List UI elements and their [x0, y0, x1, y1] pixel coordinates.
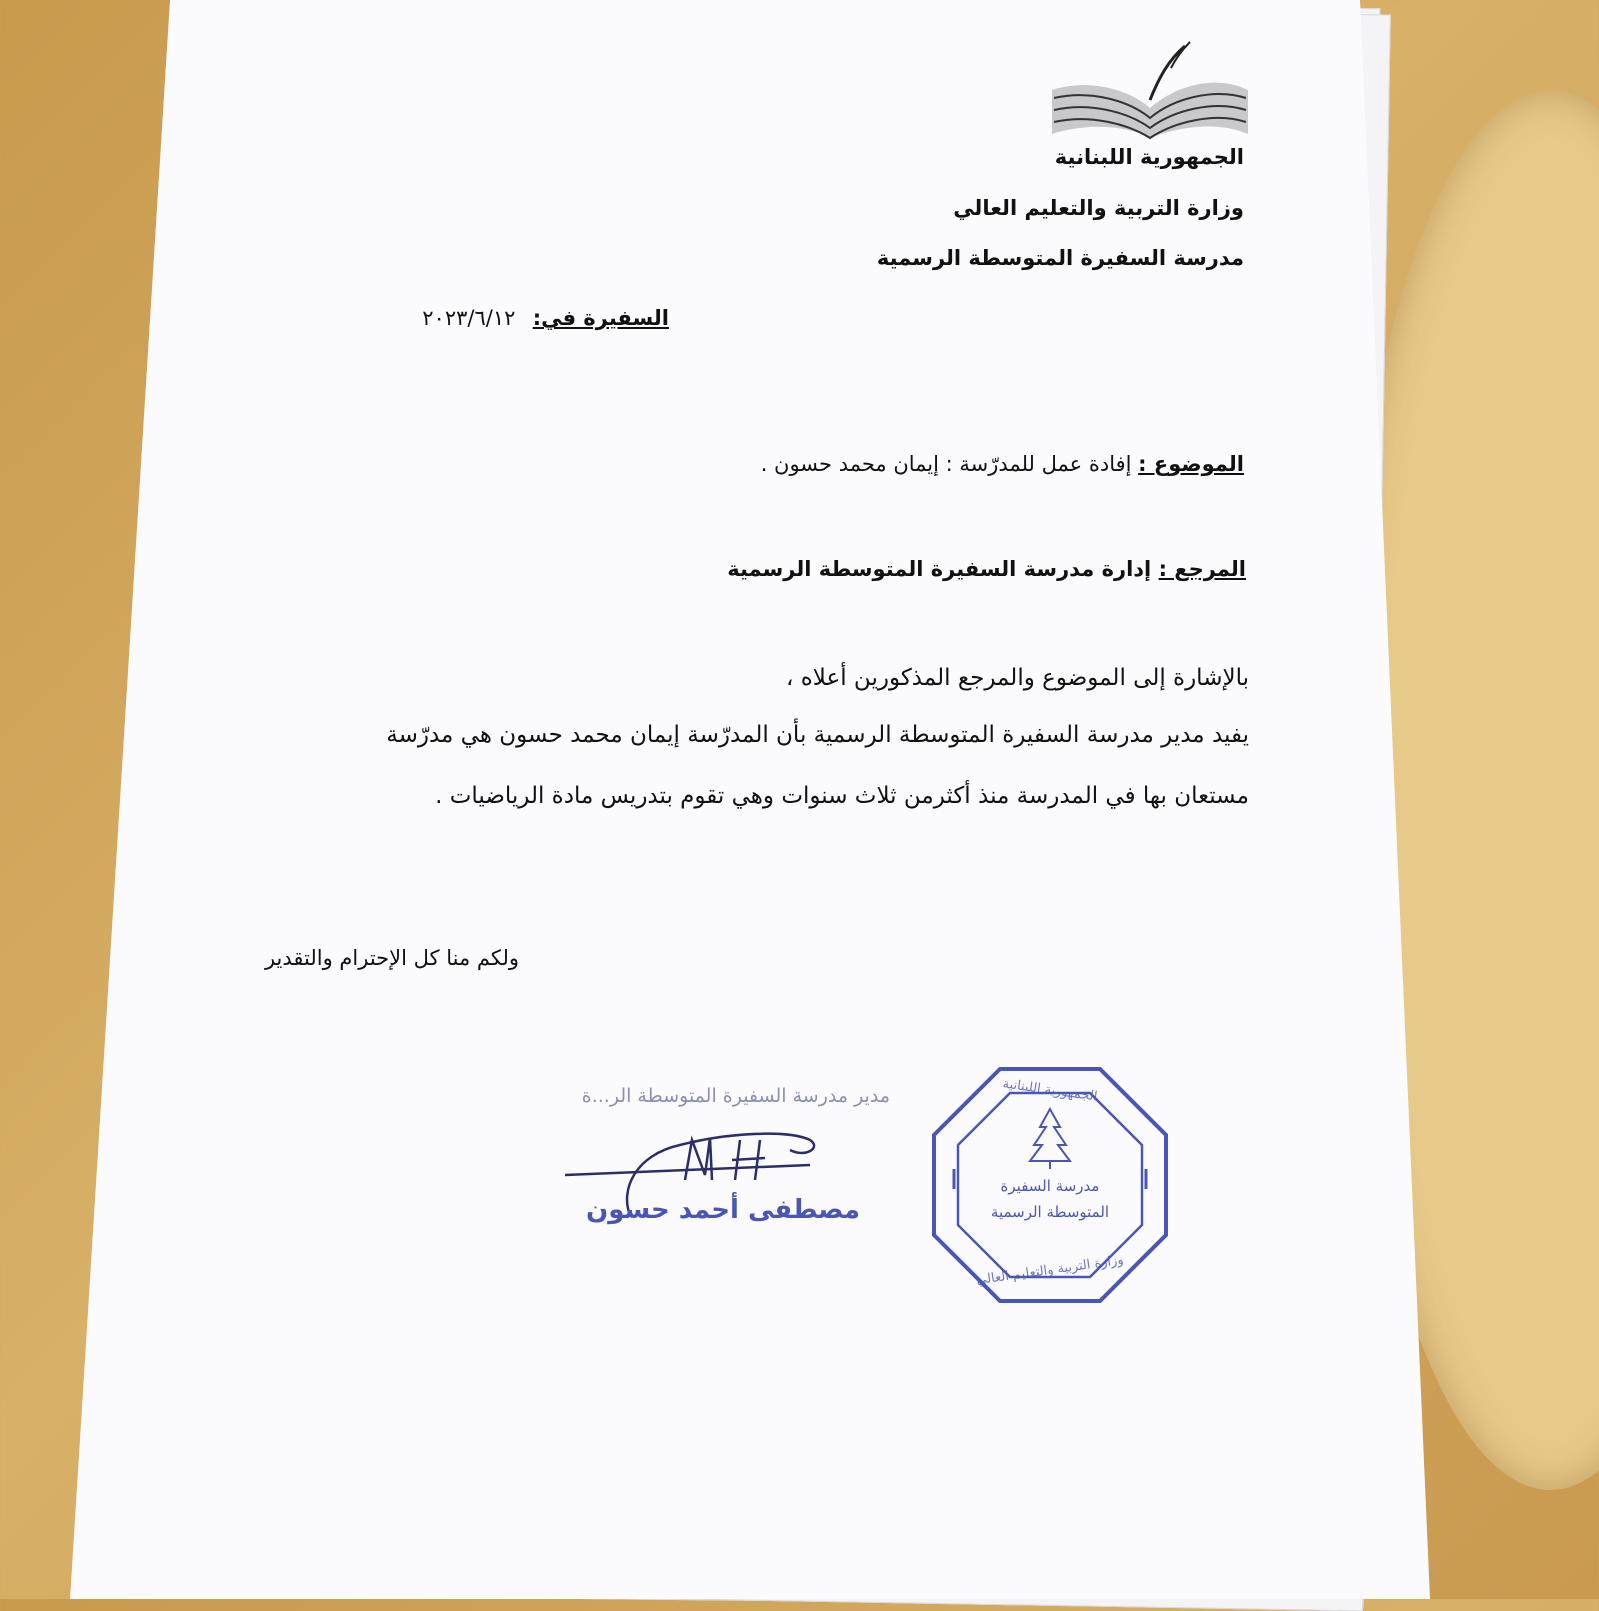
header-country: الجمهورية اللبنانية	[1054, 145, 1244, 169]
header-ministry: وزارة التربية والتعليم العالي	[953, 196, 1244, 220]
stamp-center-line-1: مدرسة السفيرة	[1000, 1177, 1100, 1195]
stamp-ring-bottom: وزارة التربية والتعليم العالي	[975, 1252, 1125, 1289]
book-logo-icon	[1050, 38, 1250, 143]
signature-block	[560, 1085, 890, 1255]
date-label: السفيرة في:	[532, 306, 669, 330]
reference-label: المرجع :	[1158, 557, 1246, 581]
subject-value: إفادة عمل للمدرّسة : إيمان محمد حسون .	[760, 452, 1132, 476]
date-line	[422, 306, 669, 330]
body-line-2: يفيد مدير مدرسة السفيرة المتوسطة الرسمية بأن المدرّسة إيمان محمد حسون هي مدرّسة	[386, 722, 1249, 748]
body-line-1: بالإشارة إلى الموضوع والمرجع المذكورين أعلاه ،	[786, 665, 1249, 691]
stamp-ring-top: الجمهورية اللبنانية	[1001, 1076, 1099, 1105]
subject-label: الموضوع :	[1138, 452, 1244, 476]
signature-name: مصطفى أحمد حسون	[586, 1195, 860, 1225]
subject-line	[761, 452, 1244, 476]
date-value: ٢٠٢٣/٦/١٢	[422, 306, 516, 330]
signature-title: مدير مدرسة السفيرة المتوسطة الر...ة	[581, 1085, 890, 1107]
stamp-center-line-2: المتوسطة الرسمية	[990, 1203, 1110, 1221]
reference-line	[727, 557, 1246, 581]
closing-line: ولكم منا كل الإحترام والتقدير	[264, 946, 519, 970]
header-school: مدرسة السفيرة المتوسطة الرسمية	[876, 246, 1244, 270]
official-stamp	[930, 1065, 1170, 1305]
reference-value: إدارة مدرسة السفيرة المتوسطة الرسمية	[727, 557, 1152, 581]
body-line-3: مستعان بها في المدرسة منذ أكثرمن ثلاث سنوات وهي تقوم بتدريس مادة الرياضيات .	[435, 783, 1249, 809]
